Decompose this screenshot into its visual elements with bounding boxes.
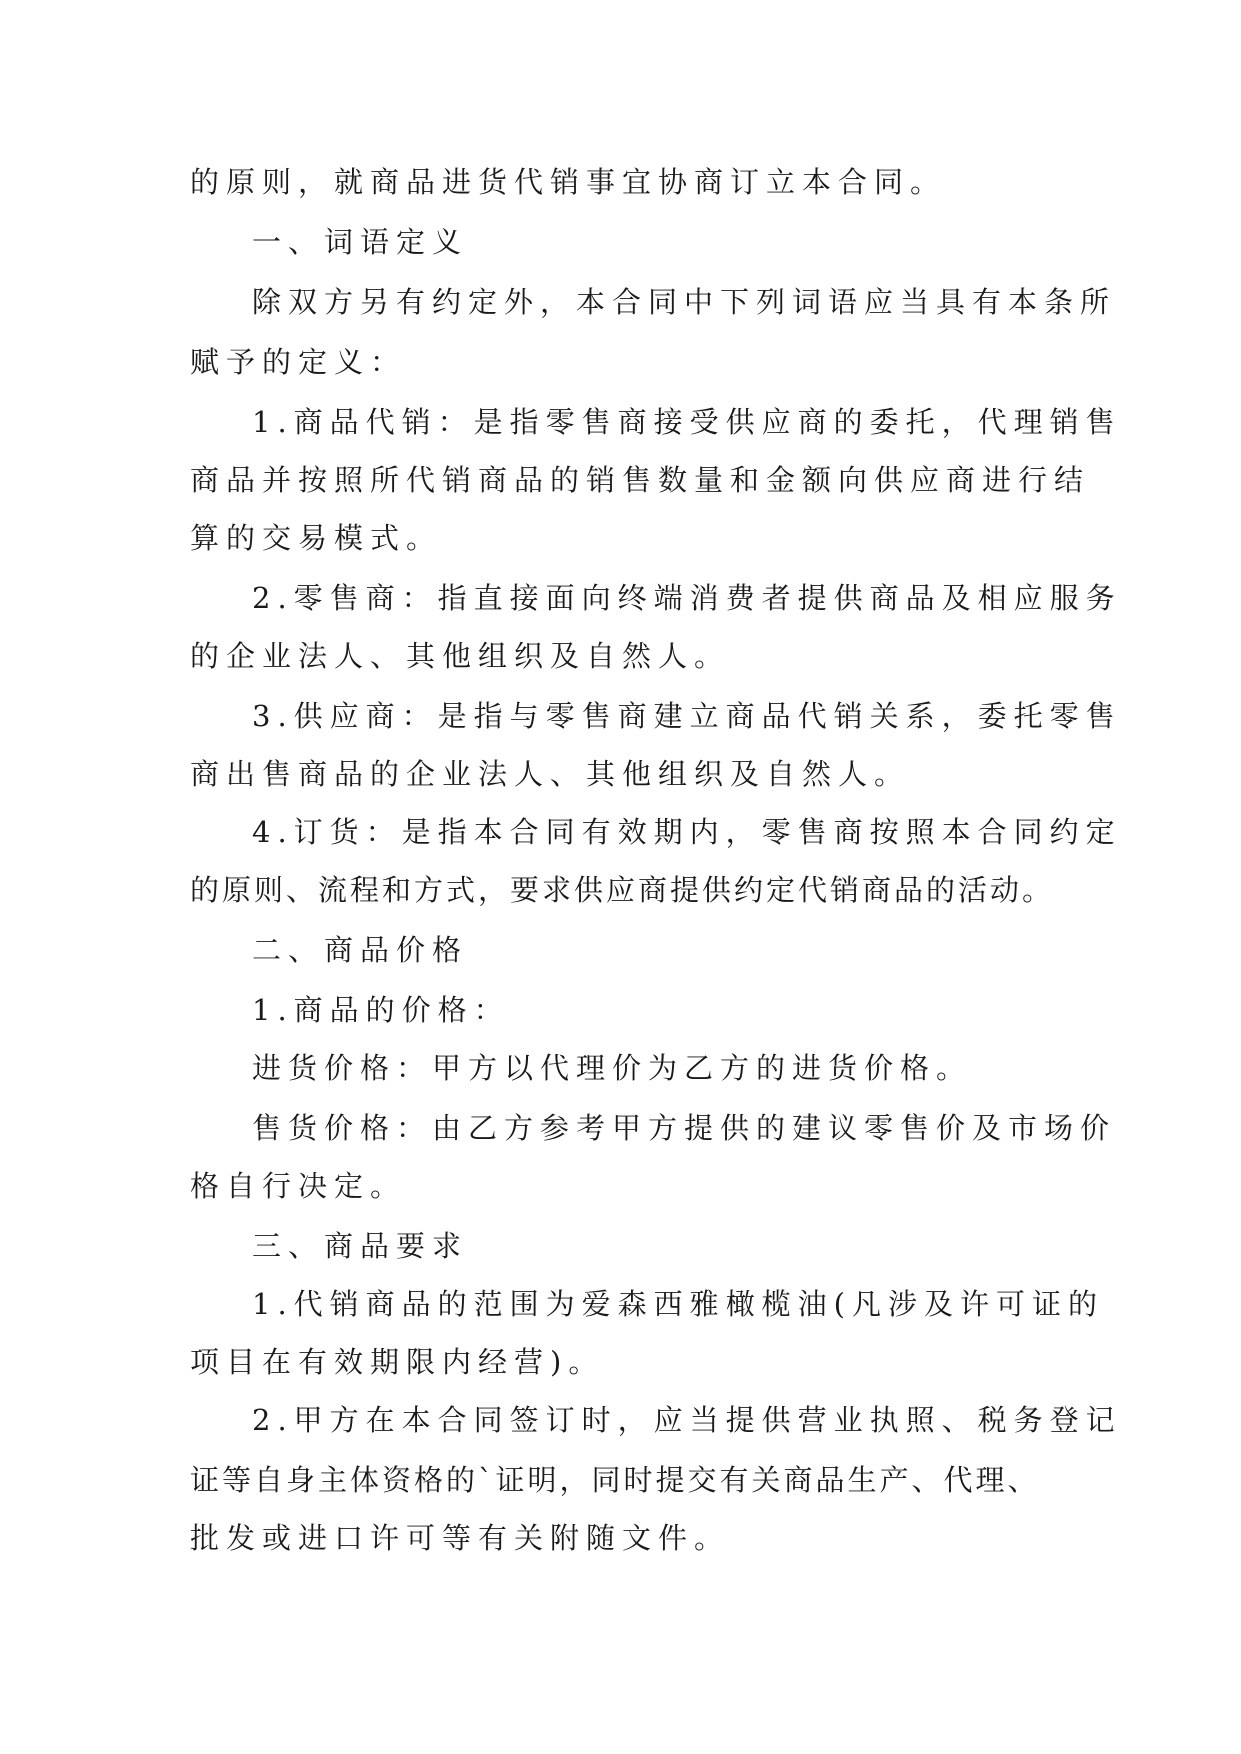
paragraph-line: 进货价格：甲方以代理价为乙方的进货价格。 <box>252 1051 973 1085</box>
section-heading: 二、商品价格 <box>252 933 469 967</box>
paragraph-line: 证等自身主体资格的`证明，同时提交有关商品生产、代理、 <box>190 1463 1040 1497</box>
paragraph-line: 批发或进口许可等有关附随文件。 <box>190 1521 731 1555</box>
paragraph-line: 格自行决定。 <box>190 1169 407 1203</box>
paragraph-line: 项目在有效期限内经营)。 <box>190 1345 605 1379</box>
paragraph-line: 赋予的定义： <box>190 345 407 379</box>
list-item: 1.商品的价格： <box>252 993 510 1027</box>
paragraph-line: 算的交易模式。 <box>190 521 443 555</box>
paragraph-line: 的原则、流程和方式，要求供应商提供约定代销商品的活动。 <box>190 873 1055 907</box>
paragraph-line: 商品并按照所代销商品的销售数量和金额向供应商进行结 <box>190 463 1091 497</box>
list-item: 1.代销商品的范围为爱森西雅橄榄油(凡涉及许可证的 <box>252 1287 1104 1321</box>
paragraph-line: 的原则，就商品进货代销事宜协商订立本合同。 <box>190 165 947 199</box>
definition-item: 2.零售商：指直接面向终端消费者提供商品及相应服务 <box>252 581 1122 615</box>
paragraph-line: 商出售商品的企业法人、其他组织及自然人。 <box>190 757 911 791</box>
list-item: 2.甲方在本合同签订时，应当提供营业执照、税务登记 <box>252 1403 1122 1437</box>
section-heading: 三、商品要求 <box>252 1229 469 1263</box>
paragraph-line: 的企业法人、其他组织及自然人。 <box>190 639 731 673</box>
definition-item: 1.商品代销：是指零售商接受供应商的委托，代理销售 <box>252 405 1122 439</box>
definition-item: 4.订货：是指本合同有效期内，零售商按照本合同约定 <box>252 815 1122 849</box>
section-heading: 一、词语定义 <box>252 225 469 259</box>
paragraph-line: 除双方另有约定外，本合同中下列词语应当具有本条所 <box>252 285 1117 319</box>
paragraph-line: 售货价格：由乙方参考甲方提供的建议零售价及市场价 <box>252 1111 1117 1145</box>
definition-item: 3.供应商：是指与零售商建立商品代销关系，委托零售 <box>252 699 1122 733</box>
